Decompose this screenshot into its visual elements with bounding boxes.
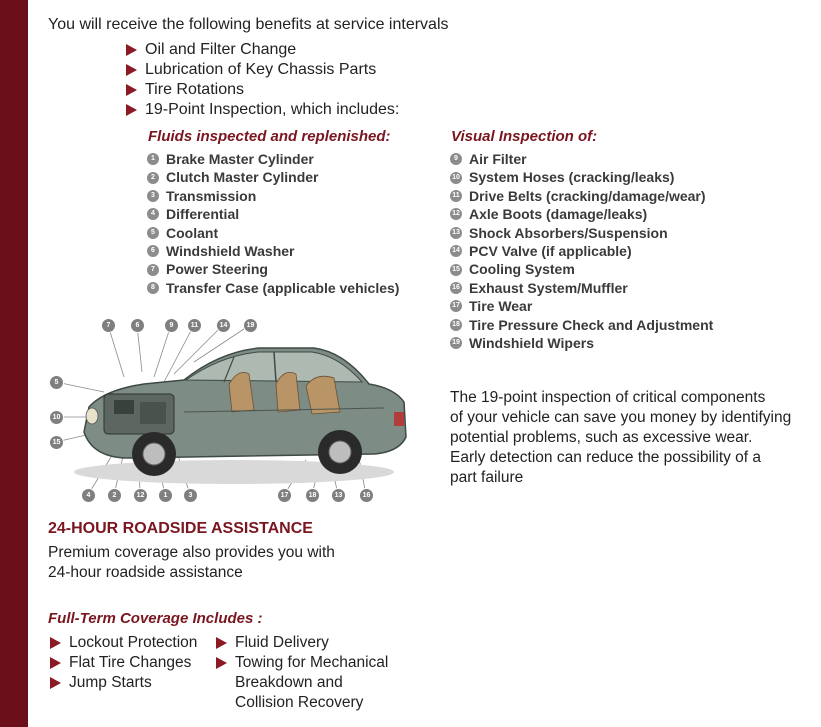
list-item: 19-Point Inspection, which includes: <box>126 100 399 120</box>
callout-badge-icon: 1 <box>158 488 173 503</box>
callout-badge-icon: 7 <box>101 318 116 333</box>
list-item: 14 PCV Valve (if applicable) <box>450 242 713 260</box>
callout-badge-icon: 17 <box>277 488 292 503</box>
intro-text: You will receive the following benefits at service intervals <box>48 16 449 33</box>
list-item: 19 Windshield Wipers <box>450 334 713 352</box>
number-badge-icon: 8 <box>147 282 159 294</box>
callout-badge-icon: 16 <box>359 488 374 503</box>
list-item: Fluid Delivery <box>216 633 388 653</box>
callout-badge-icon: 3 <box>183 488 198 503</box>
list-item: 13 Shock Absorbers/Suspension <box>450 224 713 242</box>
callout-badge-icon: 14 <box>216 318 231 333</box>
number-badge-icon: 7 <box>147 264 159 276</box>
number-badge-icon: 6 <box>147 245 159 257</box>
callout-badge-icon: 11 <box>187 318 202 333</box>
callout-badge-icon: 9 <box>164 318 179 333</box>
callout-badge-icon: 10 <box>49 410 64 425</box>
number-badge-icon: 2 <box>147 172 159 184</box>
list-item: 11 Drive Belts (cracking/damage/wear) <box>450 187 713 205</box>
triangle-bullet-icon <box>126 84 137 96</box>
fluids-heading: Fluids inspected and replenished: <box>148 128 391 145</box>
visual-heading: Visual Inspection of: <box>451 128 598 145</box>
callout-badge-icon: 12 <box>133 488 148 503</box>
triangle-bullet-icon <box>126 104 137 116</box>
list-item: 4 Differential <box>147 205 399 223</box>
callout-badge-icon: 4 <box>81 488 96 503</box>
inspection-paragraph: The 19-point inspection of critical components of your vehicle can save you money by identifying potential problems, such as excessive wear. Early detection can reduce the possibility of a part failure <box>450 389 792 486</box>
list-item: Lubrication of Key Chassis Parts <box>126 60 399 80</box>
list-item: 5 Coolant <box>147 224 399 242</box>
left-accent-bar <box>0 0 28 727</box>
list-item: 15 Cooling System <box>450 260 713 278</box>
list-item: Lockout Protection <box>50 633 197 653</box>
callout-badge-icon: 18 <box>305 488 320 503</box>
number-badge-icon: 3 <box>147 190 159 202</box>
list-item: 8 Transfer Case (applicable vehicles) <box>147 279 399 297</box>
list-item: Oil and Filter Change <box>126 40 399 60</box>
callout-badge-icon: 19 <box>243 318 258 333</box>
number-badge-icon: 15 <box>450 264 462 276</box>
towing-item-text: Towing for Mechanical Breakdown and Collision Recovery <box>235 654 389 711</box>
list-item: Tire Rotations <box>126 80 399 100</box>
number-badge-icon: 17 <box>450 300 462 312</box>
visual-list <box>450 150 713 352</box>
list-item: Jump Starts <box>50 673 197 693</box>
triangle-bullet-icon <box>126 64 137 76</box>
number-badge-icon: 4 <box>147 208 159 220</box>
full-term-heading: Full-Term Coverage Includes : <box>48 610 263 627</box>
roadside-heading: 24-HOUR ROADSIDE ASSISTANCE <box>48 520 313 537</box>
list-item: Flat Tire Changes <box>50 653 197 673</box>
callout-badge-icon: 2 <box>107 488 122 503</box>
triangle-bullet-icon <box>216 657 227 669</box>
number-badge-icon: 9 <box>450 153 462 165</box>
number-badge-icon: 18 <box>450 319 462 331</box>
fluids-list <box>147 150 399 297</box>
list-item: 16 Exhaust System/Muffler <box>450 279 713 297</box>
number-badge-icon: 16 <box>450 282 462 294</box>
list-item: 7 Power Steering <box>147 260 399 278</box>
triangle-bullet-icon <box>216 637 227 649</box>
number-badge-icon: 12 <box>450 208 462 220</box>
triangle-bullet-icon <box>50 637 61 649</box>
list-item: 17 Tire Wear <box>450 297 713 315</box>
car-cutaway-illustration <box>44 312 414 512</box>
full-term-list-col2 <box>216 633 388 713</box>
list-item: 1 Brake Master Cylinder <box>147 150 399 168</box>
full-term-list-col1 <box>50 633 197 693</box>
callout-badge-icon: 6 <box>130 318 145 333</box>
list-item: 3 Transmission <box>147 187 399 205</box>
list-item: 2 Clutch Master Cylinder <box>147 168 399 186</box>
list-item: 9 Air Filter <box>450 150 713 168</box>
callout-badge-icon: 15 <box>49 435 64 450</box>
number-badge-icon: 1 <box>147 153 159 165</box>
number-badge-icon: 14 <box>450 245 462 257</box>
triangle-bullet-icon <box>50 677 61 689</box>
number-badge-icon: 10 <box>450 172 462 184</box>
triangle-bullet-icon <box>126 44 137 56</box>
list-item: 18 Tire Pressure Check and Adjustment <box>450 316 713 334</box>
number-badge-icon: 13 <box>450 227 462 239</box>
number-badge-icon: 11 <box>450 190 462 202</box>
callout-badge-icon: 13 <box>331 488 346 503</box>
roadside-text: Premium coverage also provides you with 24-hour roadside assistance <box>48 544 335 581</box>
list-item: 10 System Hoses (cracking/leaks) <box>450 168 713 186</box>
list-item: 12 Axle Boots (damage/leaks) <box>450 205 713 223</box>
benefits-list <box>126 40 399 120</box>
triangle-bullet-icon <box>50 657 61 669</box>
list-item <box>216 653 388 713</box>
list-item: 6 Windshield Washer <box>147 242 399 260</box>
callout-badge-icon: 5 <box>49 375 64 390</box>
number-badge-icon: 5 <box>147 227 159 239</box>
number-badge-icon: 19 <box>450 337 462 349</box>
